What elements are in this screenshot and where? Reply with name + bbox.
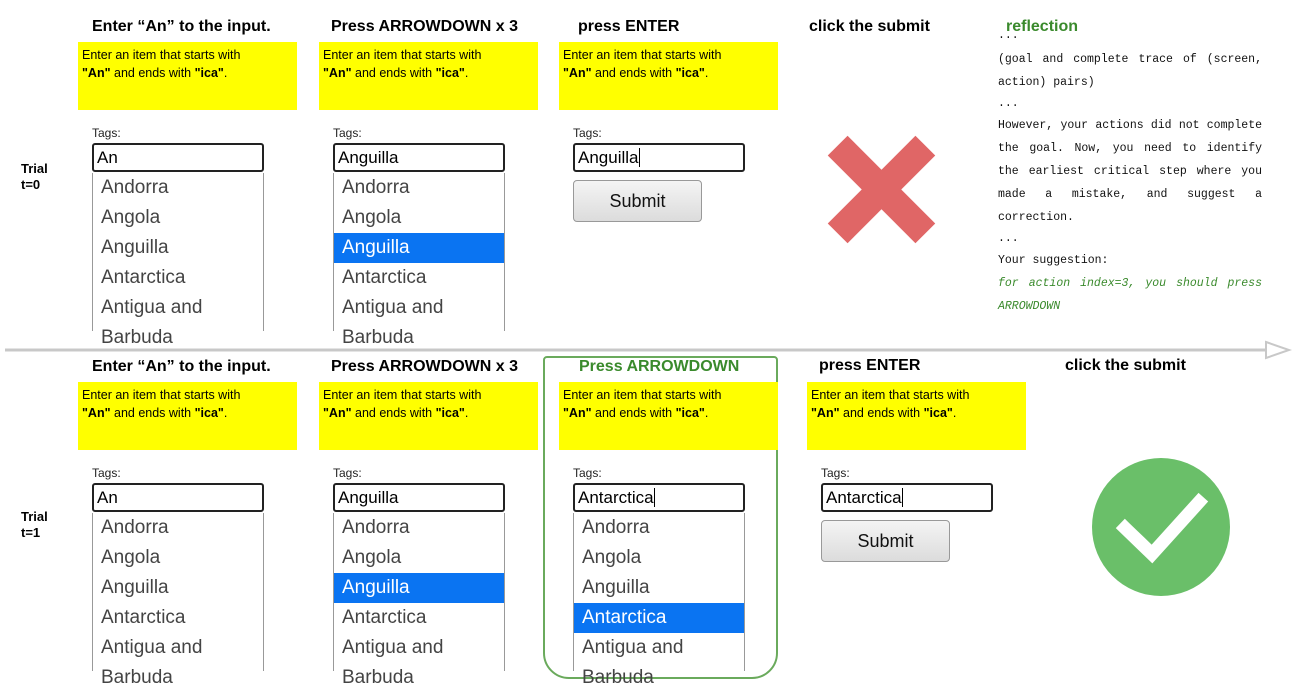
instruction-line: Enter an item that starts with <box>82 388 241 402</box>
task-instruction <box>78 382 297 450</box>
list-item[interactable]: Barbuda <box>101 667 173 688</box>
tags-input[interactable]: An <box>92 143 264 172</box>
checkmark-icon <box>1092 458 1230 596</box>
list-item[interactable]: Antarctica <box>342 607 427 628</box>
task-instruction <box>319 42 538 110</box>
reflection-text: ... (goal and complete trace of (screen, action) pairs) ... However, your actions did not complete the goal. Now, you need to identify the earliest critical step where you made a mistake, and suggest a correction. ... Your suggestion: for action index=3, you should press ARROWDOWN <box>998 29 1262 313</box>
task-instruction <box>78 42 297 110</box>
list-item[interactable]: Antigua and <box>342 637 444 658</box>
list-item[interactable]: Antarctica <box>101 267 186 288</box>
tags-input[interactable]: Anguilla <box>333 483 505 512</box>
list-item[interactable]: Antarctica <box>101 607 186 628</box>
instruction-line: Enter an item that starts with <box>323 48 482 62</box>
step-title: Press ARROWDOWN x 3 <box>331 358 518 375</box>
autocomplete-list <box>92 173 264 348</box>
list-item[interactable]: Andorra <box>101 177 169 198</box>
autocomplete-list <box>333 513 505 688</box>
instruction-line: "An" and ends with "ica". <box>811 406 957 420</box>
list-item[interactable]: Andorra <box>342 177 410 198</box>
step-title: Press ARROWDOWN <box>579 358 740 375</box>
cross-icon <box>833 141 930 238</box>
instruction-line: "An" and ends with "ica". <box>82 406 228 420</box>
step-title: press ENTER <box>819 357 921 374</box>
reflection-title: reflection <box>1006 18 1079 35</box>
trial-label: Trial t=1 <box>21 509 48 540</box>
list-item[interactable]: Antarctica <box>342 267 427 288</box>
step-title: click the submit <box>809 18 930 35</box>
tags-label: Tags: <box>92 126 121 140</box>
task-instruction <box>807 382 1026 450</box>
list-item[interactable]: Barbuda <box>582 667 654 688</box>
tags-input[interactable]: Anguilla <box>573 143 745 172</box>
list-item[interactable]: Angola <box>342 207 402 228</box>
tags-label: Tags: <box>333 466 362 480</box>
tags-input[interactable]: Anguilla <box>333 143 505 172</box>
list-item[interactable]: Antigua and <box>582 637 684 658</box>
list-item[interactable]: Anguilla <box>101 577 169 598</box>
instruction-line: "An" and ends with "ica". <box>323 66 469 80</box>
instruction-line: Enter an item that starts with <box>323 388 482 402</box>
step-title: Enter “An” to the input. <box>92 358 271 375</box>
instruction-line: "An" and ends with "ica". <box>563 66 709 80</box>
list-item[interactable]: Angola <box>342 547 402 568</box>
autocomplete-list <box>92 513 264 688</box>
tags-label: Tags: <box>573 466 602 480</box>
list-item[interactable]: Antarctica <box>574 603 744 633</box>
tags-label: Tags: <box>573 126 602 140</box>
instruction-line: Enter an item that starts with <box>563 388 722 402</box>
list-item[interactable]: Anguilla <box>101 237 169 258</box>
autocomplete-list <box>573 513 745 688</box>
task-instruction <box>319 382 538 450</box>
list-item[interactable]: Barbuda <box>342 327 414 348</box>
instruction-line: "An" and ends with "ica". <box>563 406 709 420</box>
instruction-line: Enter an item that starts with <box>563 48 722 62</box>
step-title: Press ARROWDOWN x 3 <box>331 18 518 35</box>
list-item[interactable]: Angola <box>101 207 161 228</box>
submit-button[interactable]: Submit <box>573 180 702 222</box>
tags-input[interactable]: Antarctica <box>821 483 993 512</box>
list-item[interactable]: Anguilla <box>334 233 504 263</box>
list-item[interactable]: Antigua and <box>101 297 203 318</box>
step-title: Enter “An” to the input. <box>92 18 271 35</box>
list-item[interactable]: Andorra <box>582 517 650 538</box>
tags-label: Tags: <box>92 466 121 480</box>
trial-label: Trial t=0 <box>21 161 48 192</box>
instruction-line: "An" and ends with "ica". <box>82 66 228 80</box>
tags-label: Tags: <box>821 466 850 480</box>
step-title: press ENTER <box>578 18 680 35</box>
tags-input[interactable]: Antarctica <box>573 483 745 512</box>
list-item[interactable]: Antigua and <box>101 637 203 658</box>
list-item[interactable]: Barbuda <box>342 667 414 688</box>
autocomplete-list <box>333 173 505 348</box>
submit-button[interactable]: Submit <box>821 520 950 562</box>
task-instruction <box>559 382 778 450</box>
list-item[interactable]: Angola <box>582 547 642 568</box>
tags-label: Tags: <box>333 126 362 140</box>
task-instruction <box>559 42 778 110</box>
list-item[interactable]: Andorra <box>101 517 169 538</box>
list-item[interactable]: Andorra <box>342 517 410 538</box>
instruction-line: Enter an item that starts with <box>811 388 970 402</box>
list-item[interactable]: Anguilla <box>582 577 650 598</box>
list-item[interactable]: Antigua and <box>342 297 444 318</box>
instruction-line: Enter an item that starts with <box>82 48 241 62</box>
instruction-line: "An" and ends with "ica". <box>323 406 469 420</box>
list-item[interactable]: Barbuda <box>101 327 173 348</box>
step-title: click the submit <box>1065 357 1186 374</box>
tags-input[interactable]: An <box>92 483 264 512</box>
list-item[interactable]: Anguilla <box>334 573 504 603</box>
list-item[interactable]: Angola <box>101 547 161 568</box>
